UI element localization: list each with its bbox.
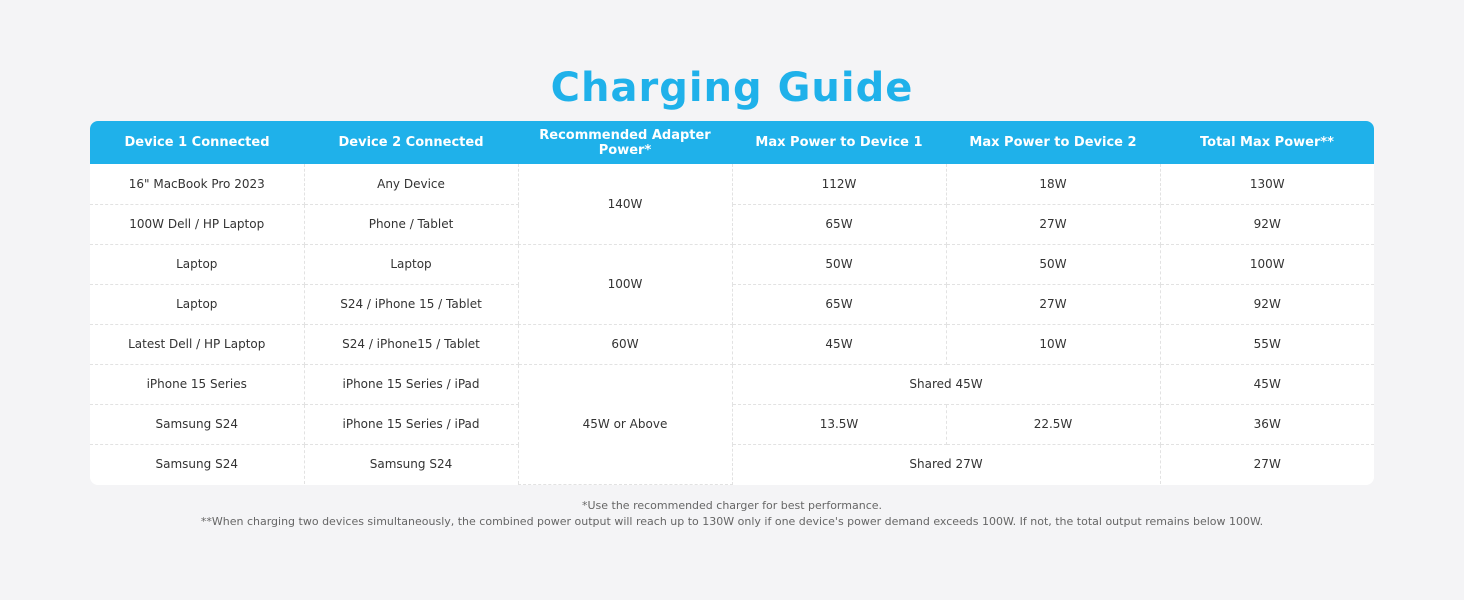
cell-total-power: 36W (1160, 404, 1374, 444)
cell-device-2: Samsung S24 (304, 444, 518, 484)
cell-total-power: 27W (1253, 457, 1281, 472)
header-max-power-device-1: Max Power to Device 1 (755, 135, 923, 150)
table-row (90, 444, 1374, 484)
cell-max-power-1: 65W (732, 204, 946, 244)
cell-total-power: 92W (1160, 284, 1374, 324)
table-body (90, 164, 1374, 484)
cell-max-power-1: 112W (732, 164, 946, 204)
cell-max-power-2: 10W (946, 324, 1160, 364)
cell-device-2: iPhone 15 Series / iPad (304, 404, 518, 444)
cell-max-power-2: 50W (946, 244, 1160, 284)
cell-max-power-1: 50W (732, 244, 946, 284)
charging-guide-table-container (90, 121, 1374, 485)
cell-shared-power: Shared 45W (732, 364, 1160, 404)
cell-device-1: iPhone 15 Series (90, 364, 304, 404)
cell-total-power: 45W (1160, 364, 1374, 404)
cell-adapter-power: 45W or Above (518, 364, 732, 484)
cell-shared-power: Shared 27W (732, 444, 1160, 484)
cell-device-1: Laptop (90, 244, 304, 284)
footnote-recommended: *Use the recommended charger for best performance. (581, 499, 883, 512)
cell-adapter-power: 60W (518, 324, 732, 364)
cell-total-power: 92W (1160, 204, 1374, 244)
table-row (90, 204, 1374, 244)
cell-device-2: S24 / iPhone 15 / Tablet (304, 284, 518, 324)
cell-total-power: 55W (1160, 324, 1374, 364)
cell-device-1: Latest Dell / HP Laptop (90, 324, 304, 364)
cell-device-2: S24 / iPhone15 / Tablet (304, 324, 518, 364)
cell-device-2: iPhone 15 Series / iPad (304, 364, 518, 404)
header-device-1: Device 1 Connected (124, 135, 270, 150)
cell-device-1: 16" MacBook Pro 2023 (90, 164, 304, 204)
cell-total-power: 130W (1160, 164, 1374, 204)
footnotes (0, 498, 1464, 530)
table-header (90, 121, 1374, 164)
cell-max-power-1: 45W (732, 324, 946, 364)
header-max-power-device-2: Max Power to Device 2 (969, 135, 1137, 150)
cell-adapter-power: 140W (518, 164, 732, 244)
charging-guide-table (90, 121, 1374, 485)
header-device-2: Device 2 Connected (338, 135, 484, 150)
cell-max-power-2: 22.5W (946, 404, 1160, 444)
header-recommended-adapter-power: Recommended Adapter Power* (539, 127, 711, 158)
cell-device-1: Laptop (90, 284, 304, 324)
cell-total-power: 100W (1160, 244, 1374, 284)
table-header-row (90, 121, 1374, 164)
cell-adapter-power: 100W (518, 244, 732, 324)
table-row (90, 164, 1374, 204)
table-row (90, 324, 1374, 364)
cell-device-2: Laptop (304, 244, 518, 284)
table-row (90, 404, 1374, 444)
table-row (90, 284, 1374, 324)
table-row (90, 244, 1374, 284)
cell-max-power-2: 27W (946, 284, 1160, 324)
cell-device-2: Any Device (304, 164, 518, 204)
cell-device-1: Samsung S24 (90, 444, 304, 484)
cell-max-power-2: 18W (946, 164, 1160, 204)
cell-max-power-1: 13.5W (732, 404, 946, 444)
cell-device-1: Samsung S24 (90, 404, 304, 444)
table-row (90, 364, 1374, 404)
cell-max-power-2: 27W (946, 204, 1160, 244)
footnote-total-power: **When charging two devices simultaneously, the combined power output will reach up to 130W only if one device's power demand exceeds 100W. If not, the total output remains below 100W. (200, 515, 1264, 528)
cell-device-2: Phone / Tablet (304, 204, 518, 244)
header-total-max-power: Total Max Power** (1200, 135, 1334, 150)
cell-device-1: 100W Dell / HP Laptop (90, 204, 304, 244)
cell-max-power-1: 65W (732, 284, 946, 324)
page-title: Charging Guide (550, 65, 914, 111)
